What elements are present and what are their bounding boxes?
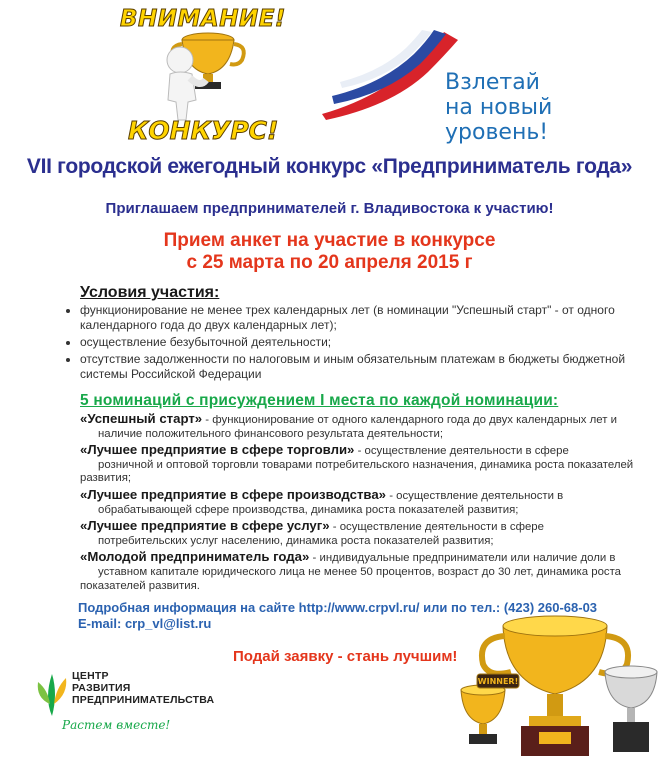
logo-signature: Растем вместе! — [62, 718, 171, 732]
slogan — [445, 70, 659, 145]
nomination-name: «Молодой предприниматель года» — [80, 549, 310, 565]
contest-banner: КОНКУРС! — [128, 116, 279, 145]
nomination-name: «Лучшее предприятие в сфере торговли» — [80, 442, 355, 458]
list-item: • функционирование не менее трех календарных лет (в номинации "Успешный старт" - от одного календарного года до двух календарных лет); — [80, 303, 659, 333]
nomination-desc: - функционирование от одного календарного года до двух календарных лет и — [202, 414, 617, 426]
nomination-desc: - осуществление деятельности в сфере — [354, 445, 569, 458]
winner-plate-text: WINNER! — [477, 677, 519, 686]
trophies-illustration — [455, 612, 659, 763]
org-logo-text — [72, 670, 214, 706]
nomination-name: «Лучшее предприятие в сфере услуг» — [80, 518, 330, 534]
sprout-logo-icon — [34, 664, 70, 718]
nomination-desc-cont: уставном капитале юридического лица не менее 50 процентов, возраст до 30 лет, динамика роста показателей развития. — [80, 565, 622, 592]
logo-line-3: ПРЕДПРИНИМАТЕЛЬСТВА — [72, 694, 215, 706]
list-item: • осуществление безубыточной деятельности; — [80, 335, 659, 350]
nomination-name: «Успешный старт» — [80, 411, 203, 426]
list-item: • отсутствие задолженности по налоговым и иным обязательным платежам в бюджеты бюджетной системы Российской Федерации — [80, 352, 659, 382]
logo-line-2: РАЗВИТИЯ — [72, 682, 131, 694]
nomination-desc-cont: потребительских услуг населению, динамика роста показателей развития; — [98, 534, 494, 547]
nominations-heading: 5 номинаций с присуждением I места по каждой номинации: — [80, 392, 559, 409]
nomination-desc-cont: наличие положительного финансового результата деятельности; — [98, 427, 444, 440]
nomination-name: «Лучшее предприятие в сфере производства» — [80, 486, 387, 502]
nomination-item — [80, 519, 640, 548]
contact-website-phone: Подробная информация на сайте http://www.crpvl.ru/ или по тел.: (423) 260-68-03 — [78, 600, 598, 615]
nomination-item — [80, 443, 640, 486]
conditions-heading: Условия участия: — [80, 284, 220, 301]
call-to-action: Подай заявку - стань лучшим! — [233, 648, 458, 665]
dates-line-1: Прием анкет на участие в конкурсе — [163, 230, 496, 251]
attention-banner: ВНИМАНИЕ! — [120, 6, 286, 32]
slogan-line-1: Взлетай — [445, 70, 540, 95]
nominations-list — [80, 412, 640, 595]
page-title: VII городской ежегодный конкурс «Предприниматель года» — [26, 155, 633, 178]
contact-email: E-mail: crp_vl@list.ru — [78, 616, 212, 631]
nomination-desc: - осуществление деятельности в — [386, 489, 564, 502]
nomination-desc-cont: розничной и оптовой торговли товарами потребительского назначения, динамика роста показателей развития; — [80, 458, 634, 485]
nomination-desc-cont: обрабатывающей сфере производства, динамика роста показателей развития; — [98, 503, 519, 516]
slogan-line-2: на новый уровень! — [445, 95, 553, 145]
nomination-item — [80, 488, 640, 517]
conditions-list — [64, 303, 659, 384]
nomination-desc: - индивидуальные предприниматели или наличие доли в — [309, 552, 616, 565]
logo-line-1: ЦЕНТР — [72, 670, 109, 682]
nomination-item — [80, 412, 640, 441]
figure-with-cup-illustration — [140, 30, 260, 122]
dates-line-2: с 25 марта по 20 апреля 2015 г — [186, 252, 473, 273]
invite-text: Приглашаем предпринимателей г. Владивостока к участию! — [105, 200, 554, 217]
application-dates — [0, 230, 659, 274]
nomination-desc: - осуществление деятельности в сфере — [329, 521, 544, 534]
nomination-item — [80, 550, 640, 593]
